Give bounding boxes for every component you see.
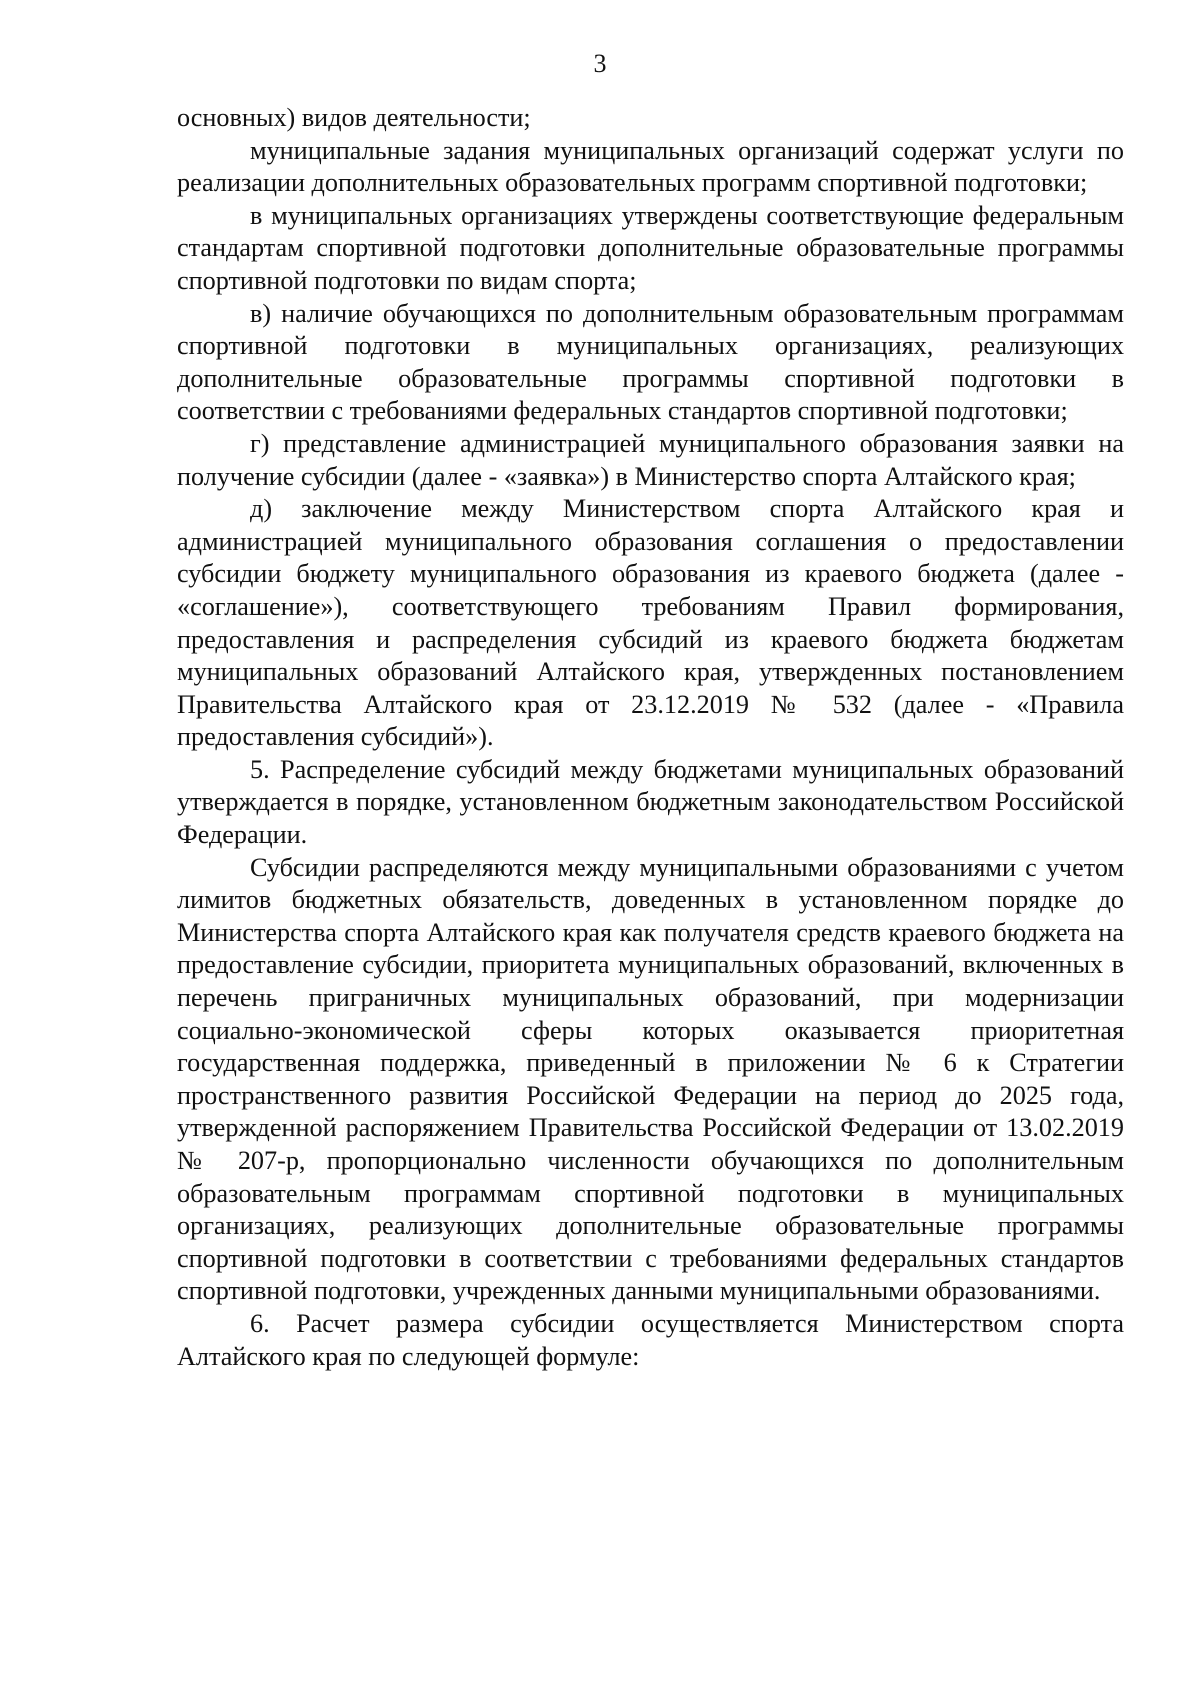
- document-body: [177, 102, 1124, 1373]
- paragraph-continuation: основных) видов деятельности;: [177, 103, 531, 132]
- paragraph-section-6: 6. Расчет размера субсидии осуществляется Министерством спорта Алтайского края по следующей формуле:: [177, 1308, 1124, 1371]
- page-number: 3: [593, 49, 607, 78]
- paragraph-section-5: 5. Распределение субсидий между бюджетами муниципальных образований утверждается в порядке, установленном бюджетным законодательством Российской Федерации.: [177, 754, 1124, 850]
- paragraph-distribution: Субсидии распределяются между муниципальными образованиями с учетом лимитов бюджетных обязательств, доведенных в установленном порядке до Министерства спорта Алтайского края как получателя средств краевого бюджета на предоставление субсидии, приоритета муниципальных образований, включенных в перечень приграничных муниципальных образований, при модернизации социально-экономической сферы которых оказывается приоритетная государственная поддержка, приведенный в приложении № 6 к Стратегии пространственного развития Российской Федерации на период до 2025 года, утвержденной распоряжением Правительства Российской Федерации от 13.02.2019 № 207-р, пропорционально численности обучающихся по дополнительным образовательным программам спортивной подготовки в муниципальных организациях, реализующих дополнительные образовательные программы спортивной подготовки в соответствии с требованиями федеральных стандартов спортивной подготовки, учрежденных данными муниципальными образованиями.: [177, 852, 1124, 1306]
- paragraph-item-v: в) наличие обучающихся по дополнительным образовательным программам спортивной подготовки в муниципальных организациях, реализующих дополнительные образовательные программы спортивной подготовки в соответствии с требованиями федеральных стандартов спортивной подготовки;: [177, 298, 1124, 426]
- paragraph-approved-programs: в муниципальных организациях утверждены соответствующие федеральным стандартам спортивной подготовки дополнительные образовательные программы спортивной подготовки по видам спорта;: [177, 200, 1124, 295]
- paragraph-municipal-tasks: муниципальные задания муниципальных организаций содержат услуги по реализации дополнительных образовательных программ спортивной подготовки;: [177, 135, 1124, 198]
- paragraph-item-g: г) представление администрацией муниципального образования заявки на получение субсидии (далее - «заявка») в Министерство спорта Алтайского края;: [177, 428, 1124, 491]
- paragraph-item-d: д) заключение между Министерством спорта Алтайского края и администрацией муниципального образования соглашения о предоставлении субсидии бюджету муниципального образования из краевого бюджета (далее - «соглашение»), соответствующего требованиям Правил формирования, предоставления и распределения субсидий из краевого бюджета бюджетам муниципальных образований Алтайского края, утвержденных постановлением Правительства Алтайского края от 23.12.2019 № 532 (далее - «Правила предоставления субсидий»).: [177, 494, 1124, 752]
